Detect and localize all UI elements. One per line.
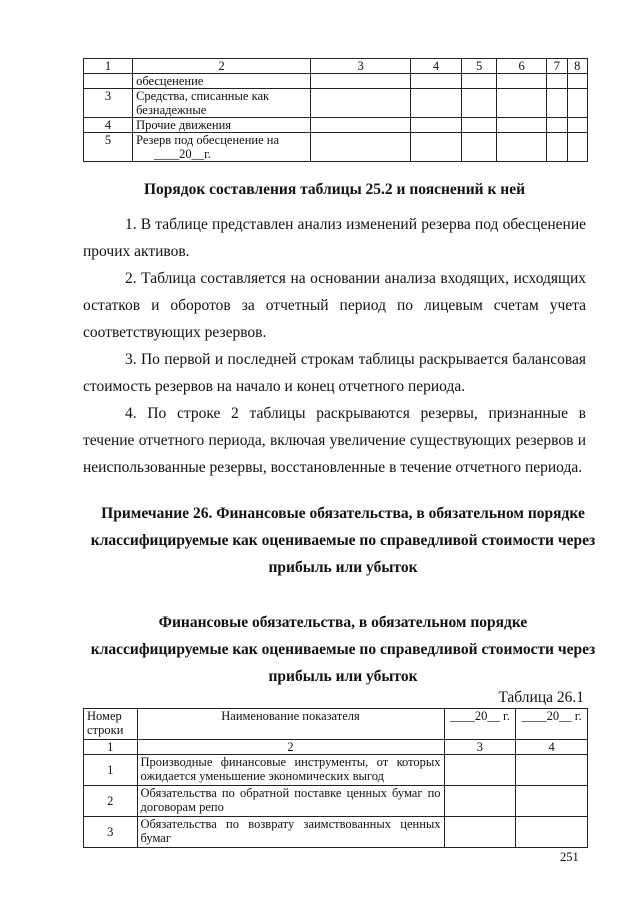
row-name-text: Резерв под обесценение на: [136, 133, 279, 147]
empty-cell: [497, 118, 547, 133]
row-number: [84, 74, 133, 89]
empty-cell: [516, 786, 588, 817]
reserve-movement-table: [83, 58, 588, 162]
empty-cell: [311, 89, 411, 118]
header-indicator-name: Наименование показателя: [137, 709, 444, 740]
table-header-row: [84, 709, 588, 740]
empty-cell: [311, 118, 411, 133]
column-index: 4: [411, 59, 462, 74]
empty-cell: [444, 755, 516, 786]
column-index: 3: [444, 740, 516, 755]
empty-cell: [547, 133, 567, 162]
empty-cell: [411, 89, 462, 118]
empty-cell: [461, 89, 496, 118]
row-number: 1: [84, 755, 138, 786]
table-title-line: классифицируемые как оцениваемые по справедливой стоимости через: [90, 641, 596, 658]
page-number: 251: [560, 850, 579, 864]
empty-cell: [567, 89, 587, 118]
row-name: Средства, списанные как безнадежные: [133, 89, 311, 118]
table-title-line: Финансовые обязательства, в обязательном порядке: [158, 614, 528, 631]
year-blank: ____20__г.: [154, 147, 211, 161]
note-title-line: Примечание 26. Финансовые обязательства, в обязательном порядке: [101, 505, 585, 522]
column-index: 6: [497, 59, 547, 74]
row-number: 3: [84, 89, 133, 118]
column-index: 2: [137, 740, 444, 755]
empty-cell: [411, 74, 462, 89]
note-title-line: классифицируемые как оцениваемые по справедливой стоимости через: [90, 532, 596, 549]
column-index: 4: [516, 740, 588, 755]
row-number: 4: [84, 118, 133, 133]
empty-cell: [444, 817, 516, 848]
empty-cell: [547, 89, 567, 118]
column-index: 1: [84, 59, 133, 74]
table-row: [84, 74, 588, 89]
empty-cell: [461, 74, 496, 89]
table-row: [84, 118, 588, 133]
empty-cell: [444, 786, 516, 817]
table-row: [84, 755, 588, 786]
column-index: 1: [84, 740, 138, 755]
row-name: Производные финансовые инструменты, от которых ожидается уменьшение экономических выгод: [137, 755, 444, 786]
financial-liabilities-table: [83, 708, 588, 848]
row-name: Прочие движения: [133, 118, 311, 133]
paragraph: 2. Таблица составляется на основании анализа входящих, исходящих остатков и оборотов за отчетный период по лицевым счетам учета соответствующих резервов.: [83, 270, 586, 341]
empty-cell: [567, 118, 587, 133]
empty-cell: [567, 133, 587, 162]
note-title-line: прибыль или убыток: [268, 559, 418, 576]
empty-cell: [461, 118, 496, 133]
empty-cell: [516, 817, 588, 848]
empty-cell: [411, 118, 462, 133]
table-title: [83, 609, 603, 690]
column-index: 3: [311, 59, 411, 74]
table-row: [84, 817, 588, 848]
table-number: Таблица 26.1: [498, 689, 584, 706]
table-row: [84, 89, 588, 118]
column-index: 5: [461, 59, 496, 74]
row-name: [133, 133, 311, 162]
empty-cell: [497, 89, 547, 118]
table-row: [84, 133, 588, 162]
header-row-number: Номер строки: [84, 709, 138, 740]
section-heading: Порядок составления таблицы 25.2 и пояснений к ней: [143, 181, 526, 198]
row-number: 3: [84, 817, 138, 848]
empty-cell: [311, 133, 411, 162]
paragraph: 3. По первой и последней строкам таблицы раскрывается балансовая стоимость резервов на начало и конец отчетного периода.: [83, 351, 586, 395]
empty-cell: [516, 755, 588, 786]
empty-cell: [311, 74, 411, 89]
row-name: Обязательства по обратной поставке ценных бумаг по договорам репо: [137, 786, 444, 817]
empty-cell: [547, 118, 567, 133]
empty-cell: [497, 74, 547, 89]
table-title-line: прибыль или убыток: [268, 668, 418, 685]
note-title: [83, 500, 603, 581]
paragraph: 4. По строке 2 таблицы раскрываются резервы, признанные в течение отчетного периода, включая увеличение существующих резервов и неиспользованные резервы, восстановленные в течение отчетного периода.: [83, 405, 586, 476]
row-number: 2: [84, 786, 138, 817]
header-period-1: ____20__ г.: [444, 709, 516, 740]
empty-cell: [461, 133, 496, 162]
table-index-row: [84, 740, 588, 755]
column-index: 8: [567, 59, 587, 74]
table-header-row: [84, 59, 588, 74]
paragraph: 1. В таблице представлен анализ изменений резерва под обесценение прочих активов.: [83, 216, 586, 260]
empty-cell: [411, 133, 462, 162]
column-index: 2: [133, 59, 311, 74]
column-index: 7: [547, 59, 567, 74]
table-row: [84, 786, 588, 817]
row-name: Обязательства по возврату заимствованных ценных бумаг: [137, 817, 444, 848]
empty-cell: [547, 74, 567, 89]
empty-cell: [497, 133, 547, 162]
row-number: 5: [84, 133, 133, 162]
header-period-2: ____20__ г.: [516, 709, 588, 740]
row-name: обесценение: [133, 74, 311, 89]
empty-cell: [567, 74, 587, 89]
